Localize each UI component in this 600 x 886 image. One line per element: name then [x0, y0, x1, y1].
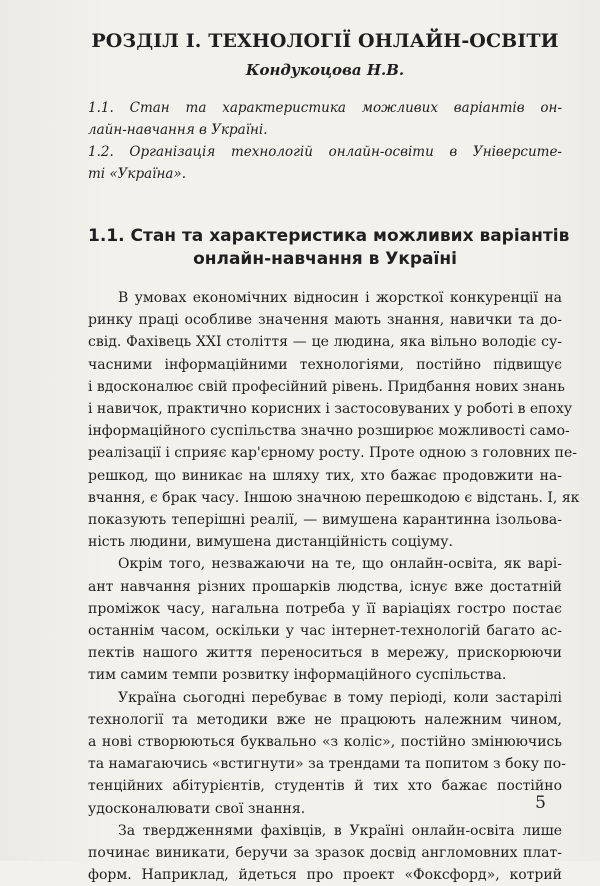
author-name: Кондукоцова Н.В. [245, 61, 405, 79]
text-line: а нові створюються буквально «з коліс», постійно змінюючись [88, 734, 562, 751]
text-line: показують теперішні реалії, — вимушена карантинна ізольова- [88, 512, 562, 529]
toc-line: 1.2. Організація технологій онлайн-освіти в Університе- [88, 144, 562, 160]
text-line: удосконалювати свої знання. [88, 800, 306, 817]
section-title [88, 225, 570, 271]
toc-line: ті «Україна». [88, 166, 186, 182]
text-line: ант навчання різних прошарків людства, існує вже достатній [88, 578, 562, 595]
toc-line: 1.1. Стан та характеристика можливих варіантів он- [88, 100, 562, 116]
text-line: технології та методики вже не працюють належним чином, [88, 711, 562, 728]
text-line: ність людини, вимушена дистанційність соціуму. [88, 534, 453, 551]
text-line: часними інформаційними технологіями, постійно підвищує [88, 356, 562, 373]
body-text [88, 287, 580, 886]
text-line: і навичок, практично корисних і застосовуваних у роботі в епоху [88, 401, 573, 418]
text-line: тим самим темпи розвитку інформаційного суспільства. [88, 667, 507, 684]
text-line: реалізації і сприяє кар'єрному росту. Проте одною з головних пе- [88, 445, 577, 462]
text-line: вчання, є брак часу. Іншою значною перешкодою є відстань. І, як [88, 489, 580, 506]
section-title-line: онлайн-навчання в Україні [193, 249, 457, 269]
text-line: починає виникати, беручи за зразок досвід англомовних плат- [88, 845, 562, 862]
text-line: ринку праці особливе значення мають знання, навички та до- [88, 312, 562, 329]
text-line: та намагаючись «встигнути» за трендами та попитом з боку по- [88, 756, 566, 773]
chapter-title: РОЗДІЛ І. ТЕХНОЛОГІЇ ОНЛАЙН-ОСВІТИ [91, 30, 559, 52]
text-line: В умовах економічних відносин і жорсткої конкуренції на [118, 290, 562, 306]
text-line: інформаційного суспільства значно розширює можливості само- [88, 423, 570, 440]
text-line: свід. Фахівець XXI століття — це людина, яка вільно володіє су- [88, 334, 562, 351]
paragraph-1 [88, 287, 580, 553]
chapter-contents [88, 97, 562, 185]
toc-line: лайн-навчання в Україні. [88, 122, 268, 138]
text-line: останнім часом, оскільки у час інтернет-технологій багато ас- [88, 623, 562, 640]
text-line: проміжок часу, нагальна потреба у її варіаціях гостро постає [88, 600, 562, 617]
text-line: решкод, що виникає на шляху тих, хто бажає продовжити на- [88, 467, 562, 484]
text-line: Окрім того, незважаючи на те, що онлайн-освіта, як варі- [118, 556, 562, 573]
page-number: 5 [535, 793, 546, 813]
text-line: форм. Наприклад, йдеться про проект «Фоксфорд», котрий [88, 867, 562, 884]
text-line: Україна сьогодні перебуває в тому періоді, коли застарілі [118, 689, 562, 706]
paragraph-3 [88, 687, 566, 820]
paragraph-4 [88, 820, 562, 886]
text-line: тенційних абітурієнтів, студентів й тих хто бажає постійно [88, 778, 562, 795]
text-line: пектів нашого життя переноситься в мережу, прискорюючи [88, 645, 562, 662]
text-line: За твердженнями фахівців, в Україні онлайн-освіта лише [118, 822, 562, 839]
text-line: і вдосконалює свій професійний рівень. Придбання нових знань [88, 378, 565, 395]
paragraph-2 [88, 553, 562, 686]
section-title-line: 1.1. Стан та характеристика можливих варіантів [88, 226, 570, 246]
